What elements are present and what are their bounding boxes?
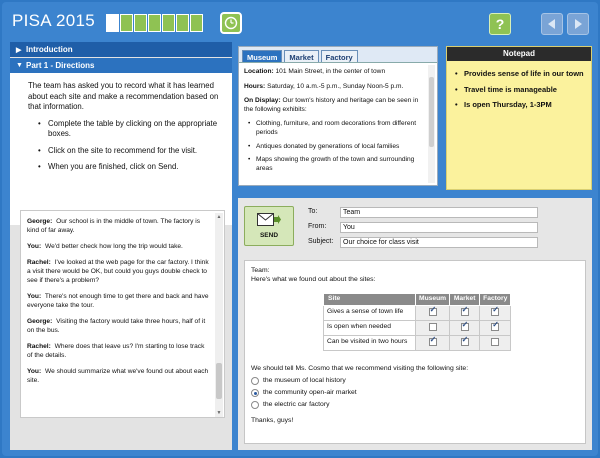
checkbox[interactable] [429, 323, 437, 331]
chat-speaker: George: [27, 318, 53, 325]
section-part1-directions[interactable] [10, 58, 232, 73]
email-closing: Thanks, guys! [251, 417, 294, 424]
app-frame [2, 2, 598, 456]
option-label[interactable]: the electric car factory [263, 401, 330, 408]
checkbox[interactable] [461, 338, 469, 346]
table-header: Museum [416, 294, 450, 306]
progress-segment [148, 14, 161, 32]
option-row[interactable] [251, 377, 346, 386]
envelope-icon [257, 213, 281, 229]
chat-text: We'd better check how long the trip would take. [45, 243, 183, 250]
email-body [244, 260, 586, 444]
help-button[interactable]: ? [489, 13, 511, 35]
site-location [244, 68, 423, 77]
progress-segment [162, 14, 175, 32]
chat-message [27, 242, 210, 251]
to-field[interactable]: Team [340, 207, 538, 218]
chat-message [27, 258, 210, 285]
checkbox[interactable] [429, 338, 437, 346]
checkbox[interactable] [461, 323, 469, 331]
email-intro: Here's what we found out about the sites: [251, 275, 376, 283]
email-greeting: Team: [251, 267, 270, 274]
progress-segment [176, 14, 189, 32]
directions-panel [10, 73, 232, 225]
chat-message [27, 367, 210, 385]
to-label: To: [308, 208, 318, 215]
chat-text: We should summarize what we've found out about each site. [27, 368, 209, 384]
app-title: PISA 2015 [12, 11, 96, 30]
chat-speaker: Rachel: [27, 343, 51, 350]
section-introduction-label: Introduction [26, 45, 73, 54]
chat-text: Visiting the factory would take three hours, half of it on the bus. [27, 318, 206, 334]
chat-speaker: You: [27, 293, 42, 300]
progress-bar [106, 14, 203, 32]
table-header: Market [450, 294, 480, 306]
left-panel [10, 42, 232, 450]
directions-step: • Click on the site to recommend for the visit. [38, 146, 222, 157]
table-header-row [324, 294, 511, 306]
exhibit-item: • Antiques donated by generations of local families [248, 143, 423, 152]
website-viewer [238, 46, 438, 186]
notepad-title: Notepad [447, 47, 591, 61]
subject-label: Subject: [308, 238, 334, 245]
section-part1-label: Part 1 - Directions [26, 61, 95, 70]
scroll-down-icon[interactable]: ▼ [216, 410, 222, 416]
exhibit-item: • Clothing, furniture, and room decorations from different periods [248, 120, 423, 137]
clock-icon[interactable] [220, 12, 242, 34]
progress-segment [106, 14, 119, 32]
subject-field[interactable]: Our choice for class visit [340, 237, 538, 248]
chat-text: Where does that leave us? I'm starting to lose track of the details. [27, 343, 205, 359]
chat-message [27, 217, 210, 235]
caret-down-icon: ▼ [16, 62, 23, 69]
scroll-up-icon[interactable]: ▲ [216, 214, 222, 220]
location-label: Location: [244, 68, 274, 75]
criterion-label: Gives a sense of town life [324, 305, 416, 320]
notepad-note: • Is open Thursday, 1-3PM [455, 100, 585, 110]
exhibit-list [244, 120, 423, 173]
display-value: Our town's history and heritage can be seen in the following exhibits: [244, 97, 419, 113]
chat-text: There's not enough time to get there and back and have everyone take the tour. [27, 293, 209, 309]
checkbox[interactable] [491, 308, 499, 316]
table-header: Factory [480, 294, 511, 306]
table-header: Site [324, 294, 416, 306]
site-hours [244, 83, 423, 92]
checkbox[interactable] [491, 323, 499, 331]
arrow-left-icon[interactable] [541, 13, 563, 35]
progress-segment [190, 14, 203, 32]
chat-log[interactable] [20, 210, 225, 418]
recommend-text: We should tell Ms. Cosmo that we recommend visiting the following site: [251, 365, 469, 372]
progress-segment [134, 14, 147, 32]
progress-segment [120, 14, 133, 32]
tab-factory[interactable]: Factory [321, 50, 358, 62]
chat-message [27, 292, 210, 310]
site-scrollbar[interactable] [428, 65, 435, 183]
caret-right-icon: ▶ [16, 46, 22, 54]
display-label: On Display: [244, 97, 281, 105]
site-scroll-thumb[interactable] [429, 77, 434, 147]
exhibit-item: • Maps showing the growth of the town and surrounding areas [248, 156, 423, 173]
radio-button[interactable] [251, 401, 259, 409]
chat-speaker: George: [27, 218, 53, 225]
hours-value: Saturday, 10 a.m.-5 p.m., Sunday Noon-5 p.m. [267, 82, 404, 90]
notepad-note: • Provides sense of life in our town [455, 69, 585, 79]
notepad-notes [447, 61, 591, 110]
email-composer [238, 198, 592, 450]
site-display [244, 97, 423, 114]
directions-step: • When you are finished, click on Send. [38, 162, 222, 173]
checkbox[interactable] [461, 308, 469, 316]
send-button[interactable] [244, 206, 294, 246]
site-content [239, 63, 437, 185]
table-row [324, 335, 511, 350]
table-row [324, 320, 511, 335]
chat-speaker: You: [27, 243, 42, 250]
chat-text: I've looked at the web page for the car factory. I think a visit there would be OK, but could you guys double check to see if there's a problem? [27, 259, 209, 284]
chat-speaker: Rachel: [27, 259, 51, 266]
chat-scroll-thumb[interactable] [216, 363, 222, 399]
table-row [324, 305, 511, 320]
option-row[interactable] [251, 389, 357, 398]
sites-table [323, 293, 511, 351]
chat-message [27, 342, 210, 360]
from-field[interactable]: You [340, 222, 538, 233]
site-tabs [239, 47, 437, 63]
radio-button[interactable] [251, 389, 259, 397]
from-label: From: [308, 223, 327, 230]
notepad[interactable] [446, 46, 592, 190]
directions-text: The team has asked you to record what it has learned about each site and make a recommendation based on that information. [28, 81, 219, 111]
option-row[interactable] [251, 401, 329, 410]
criterion-label: Can be visited in two hours [324, 335, 416, 350]
chat-scrollbar[interactable] [215, 213, 223, 417]
directions-step: • Complete the table by clicking on the appropriate boxes. [38, 119, 222, 140]
option-label[interactable]: the community open-air market [263, 389, 357, 396]
section-introduction[interactable] [10, 42, 232, 57]
header [2, 2, 598, 40]
checkbox[interactable] [429, 308, 437, 316]
option-label[interactable]: the museum of local history [263, 377, 346, 384]
arrow-right-icon[interactable] [567, 13, 589, 35]
tab-market[interactable]: Market [284, 50, 318, 62]
directions-steps [28, 119, 222, 173]
location-value: 101 Main Street, in the center of town [275, 68, 386, 75]
chat-message [27, 317, 210, 335]
chat-text: Our school is in the middle of town. The factory is kind of far away. [27, 218, 201, 234]
send-label: SEND [259, 232, 279, 239]
notepad-note: • Travel time is manageable [455, 85, 585, 95]
checkbox[interactable] [491, 338, 499, 346]
tab-museum[interactable]: Museum [242, 50, 282, 62]
criterion-label: Is open when needed [324, 320, 416, 335]
hours-label: Hours: [244, 82, 266, 90]
radio-button[interactable] [251, 377, 259, 385]
chat-speaker: You: [27, 368, 42, 375]
